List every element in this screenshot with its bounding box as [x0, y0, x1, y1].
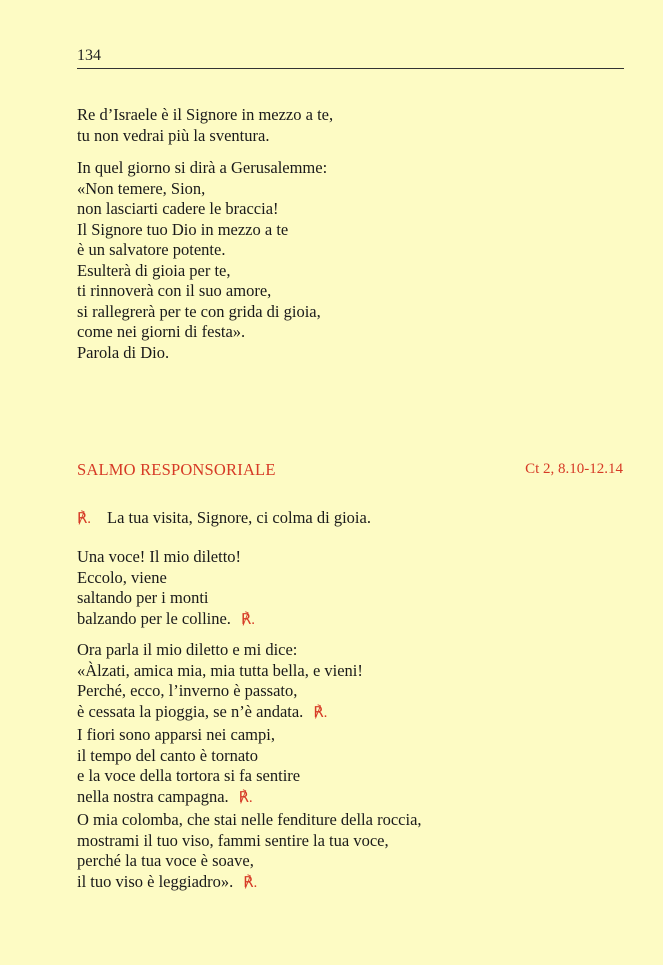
verse-line: mostrami il tuo viso, fammi sentire la tua voce,	[77, 830, 389, 850]
header-rule	[77, 68, 624, 69]
verse-line: Una voce! Il mio diletto!	[77, 547, 242, 566]
verse-line: non lasciarti cadere le braccia!	[77, 199, 279, 218]
response-symbol: ℟.	[313, 704, 328, 721]
psalm-stanza-1	[77, 547, 255, 630]
verse-line: perché la tua voce è soave,	[77, 851, 254, 870]
psalm-response	[77, 508, 371, 528]
verse-line: saltando per i monti	[77, 588, 209, 607]
verse-line: Parola di Dio.	[77, 343, 170, 362]
verse-line: «Non temere, Sion,	[77, 178, 206, 198]
psalm-stanza-3	[77, 725, 300, 808]
response-text: La tua visita, Signore, ci colma di gioia.	[107, 508, 371, 527]
verse-line: Ora parla il mio diletto e mi dice:	[77, 640, 298, 659]
verse-line: il tuo viso è leggiadro». ℟.	[77, 871, 258, 891]
response-symbol: ℟.	[77, 511, 92, 527]
verse-line: Eccolo, viene	[77, 567, 167, 587]
psalm-stanza-4	[77, 810, 422, 893]
verse-line: Perché, ecco, l’inverno è passato,	[77, 681, 298, 700]
response-symbol: ℟.	[238, 789, 253, 806]
verse-line: il tempo del canto è tornato	[77, 745, 258, 765]
response-symbol: ℟.	[243, 874, 258, 891]
verse-line: è cessata la pioggia, se n’è andata. ℟.	[77, 701, 328, 721]
verse-line: Il Signore tuo Dio in mezzo a te	[77, 219, 289, 239]
verse-line: tu non vedrai più la sventura.	[77, 125, 270, 145]
verse-line: si rallegrerà per te con grida di gioia,	[77, 301, 321, 321]
verse-line: Re d’Israele è il Signore in mezzo a te,	[77, 105, 334, 124]
verse-line: O mia colomba, che stai nelle fenditure della roccia,	[77, 810, 422, 829]
scripture-reference: Ct 2, 8.10-12.14	[525, 461, 623, 477]
page-number: 134	[77, 47, 101, 64]
verse-line: è un salvatore potente.	[77, 240, 226, 259]
verse-line: nella nostra campagna. ℟.	[77, 786, 253, 806]
verse-line: I fiori sono apparsi nei campi,	[77, 725, 275, 744]
reading-stanza-2	[77, 158, 327, 343]
verse-line: ti rinnoverà con il suo amore,	[77, 281, 272, 300]
reading-conclusion	[77, 343, 169, 364]
psalm-stanza-2	[77, 640, 363, 723]
section-title: SALMO RESPONSORIALE	[77, 460, 276, 479]
verse-line: Esulterà di gioia per te,	[77, 260, 231, 280]
verse-line: balzando per le colline. ℟.	[77, 608, 255, 628]
verse-line: e la voce della tortora si fa sentire	[77, 766, 301, 785]
verse-line: «Àlzati, amica mia, mia tutta bella, e vieni!	[77, 660, 363, 680]
reading-stanza-1	[77, 105, 333, 146]
response-symbol: ℟.	[240, 611, 255, 628]
verse-line: come nei giorni di festa».	[77, 322, 246, 341]
verse-line: In quel giorno si dirà a Gerusalemme:	[77, 158, 328, 177]
